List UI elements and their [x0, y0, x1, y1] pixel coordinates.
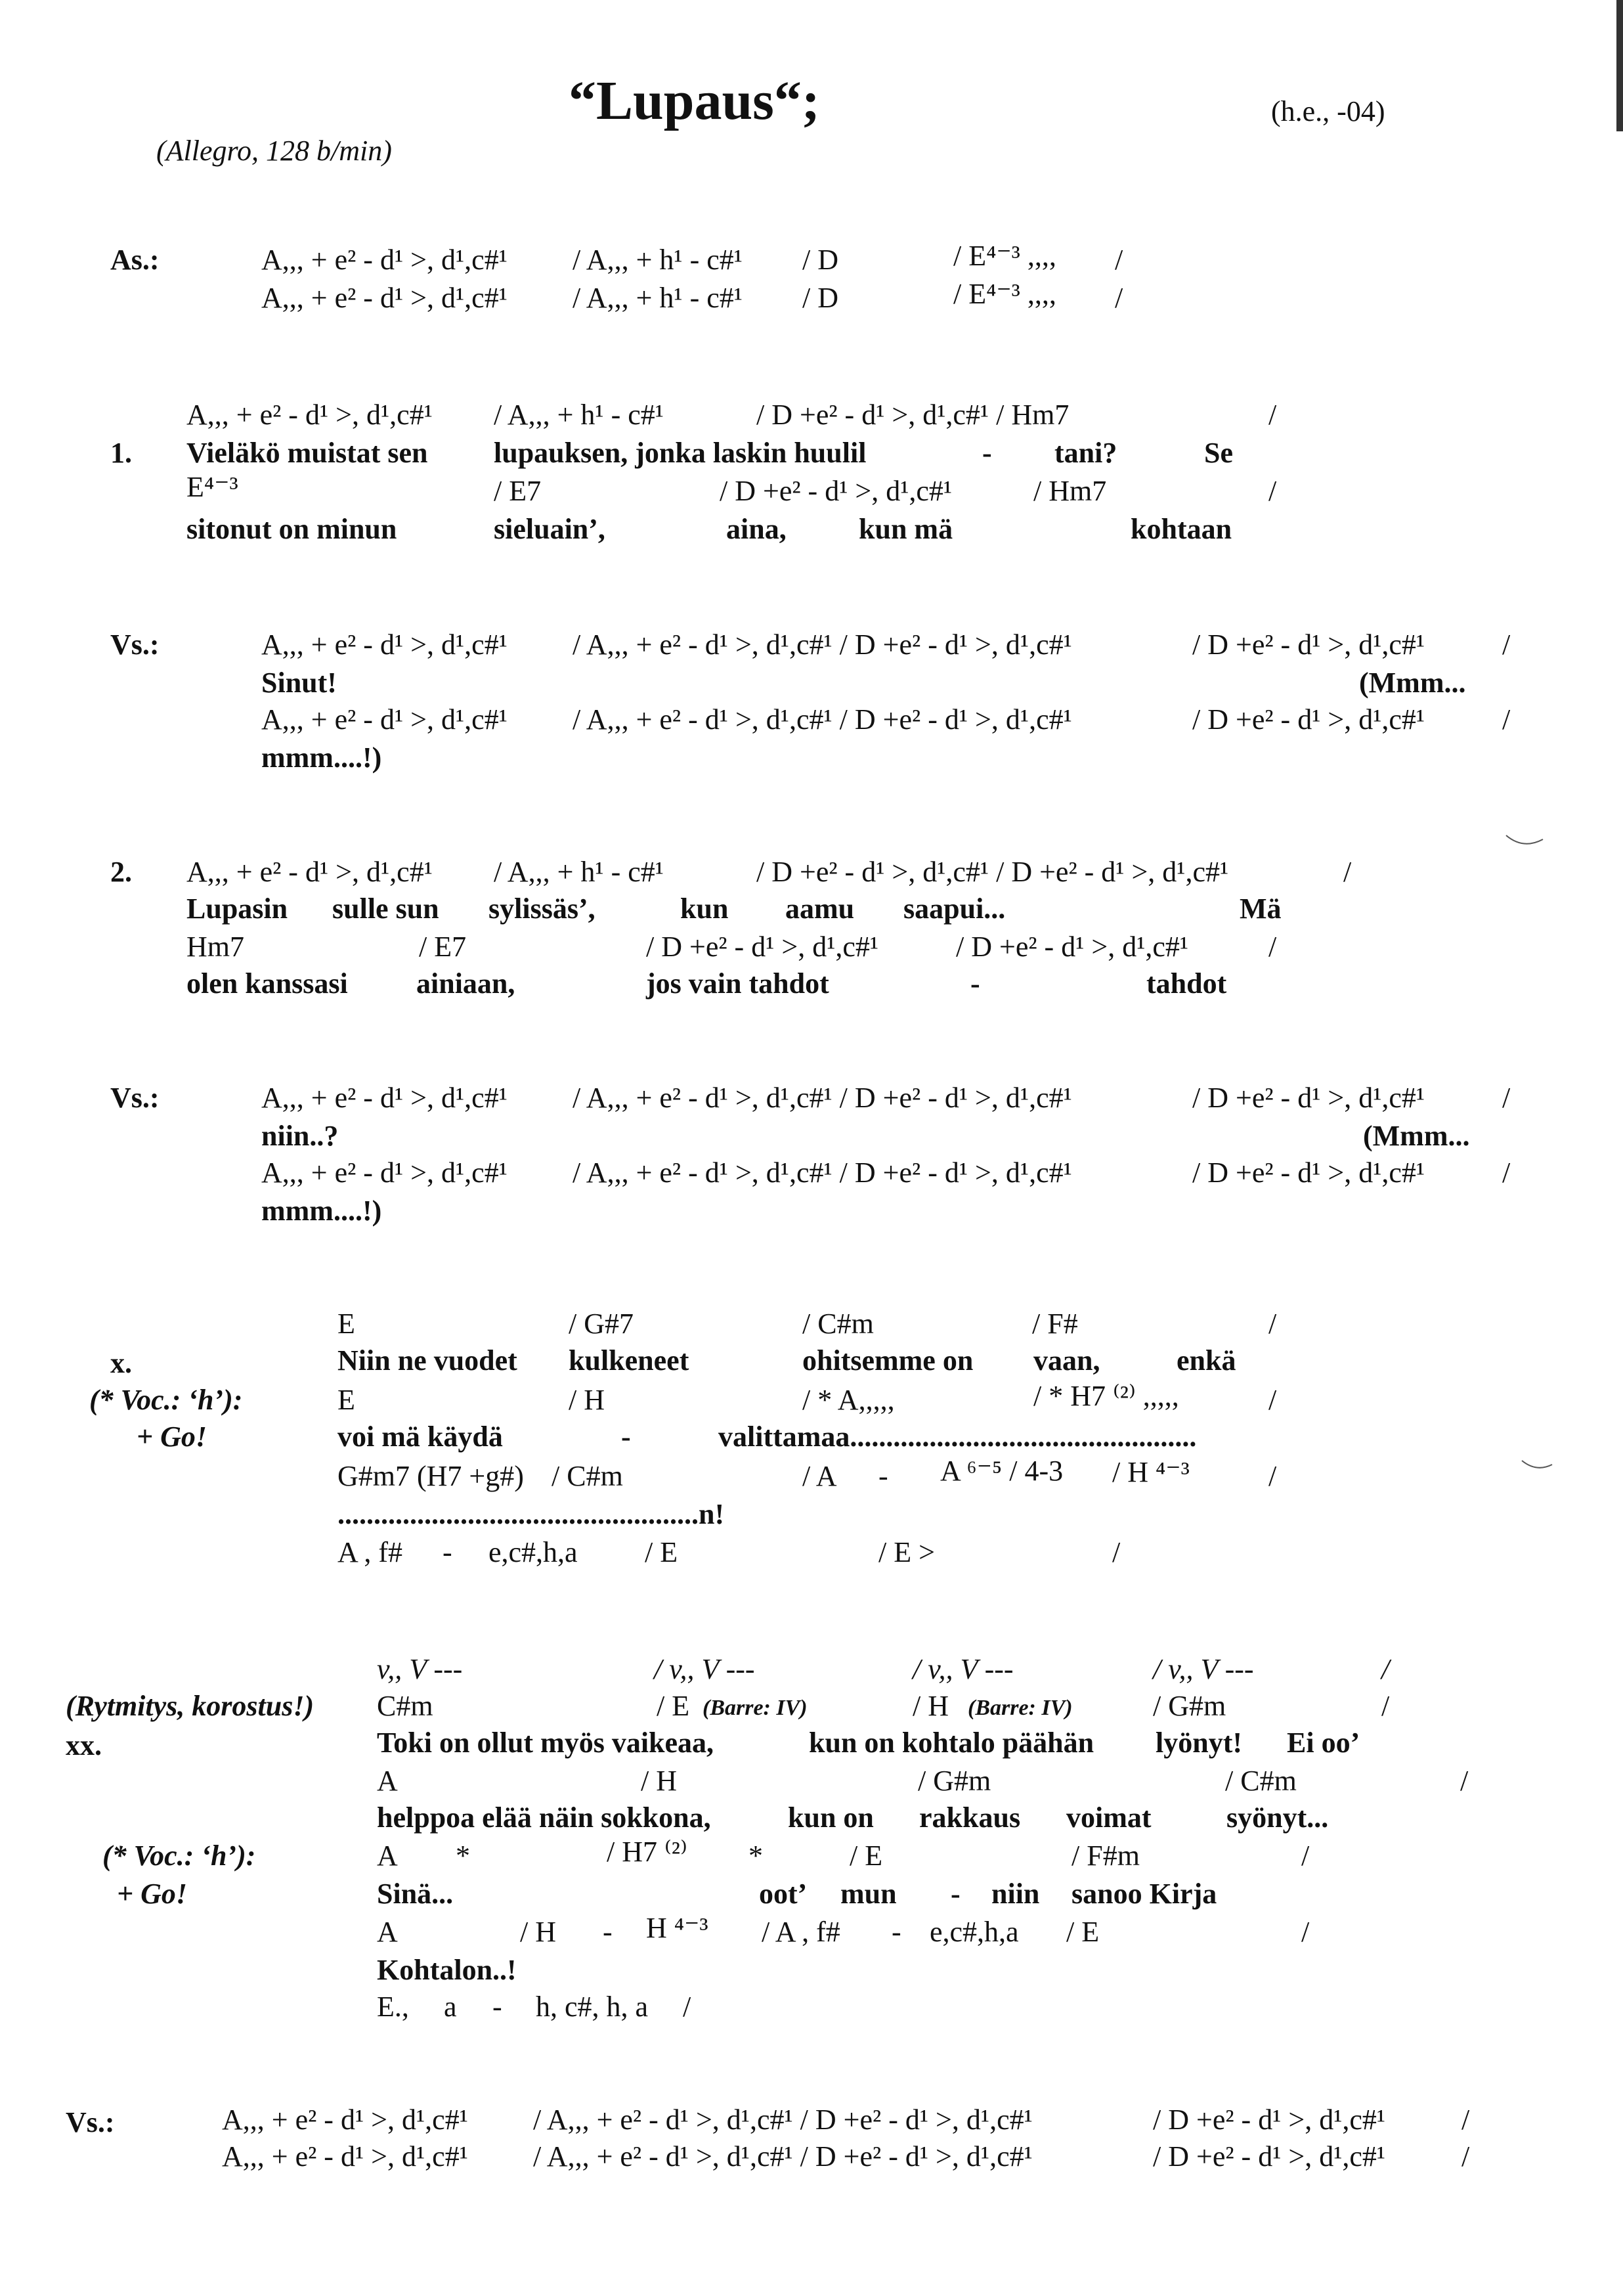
lyric: Kohtalon..!: [377, 1954, 517, 1986]
chord: / E: [645, 1536, 678, 1568]
lyric: Niin ne vuodet: [337, 1344, 517, 1377]
lyric: kun mä: [859, 513, 953, 545]
chord: / A,,, + e² - d¹ >, d¹,c#¹ / D +e² - d¹ >, d¹,c#¹: [533, 2140, 1033, 2173]
scan-edge: [1616, 0, 1623, 131]
chord: / E: [850, 1840, 883, 1872]
chord: / A,,, + h¹ - c#¹: [494, 399, 664, 431]
bar-line: /: [1381, 1690, 1390, 1722]
chord: / * A,,,,,: [802, 1384, 895, 1416]
lyric: sylissäs’,: [488, 893, 595, 925]
chord: / E⁴⁻³ ,,,,: [953, 278, 1056, 310]
lyric: (Mmm...: [1363, 1120, 1470, 1152]
tempo-marking: (Allegro, 128 b/min): [156, 135, 392, 167]
chord: / D +e² - d¹ >, d¹,c#¹: [720, 475, 953, 507]
chord: -: [492, 1991, 502, 2023]
rhythm: v,, V ---: [377, 1653, 463, 1685]
verse-number-1: 1.: [110, 437, 132, 469]
lyric: sulle sun: [332, 893, 439, 925]
rhythm: / v,, V ---: [1153, 1653, 1254, 1685]
bar-line: /: [1381, 1653, 1390, 1685]
chord: A,,, + e² - d¹ >, d¹,c#¹: [261, 282, 508, 314]
chord: / D: [802, 282, 838, 314]
chord: e,c#,h,a: [930, 1916, 1019, 1948]
chord: / D +e² - d¹ >, d¹,c#¹: [1192, 703, 1425, 736]
bar-line: /: [1460, 1765, 1469, 1797]
lyric: Mä: [1240, 893, 1282, 925]
chord: A: [377, 1765, 398, 1797]
chord: / G#m: [1153, 1690, 1226, 1722]
chord: G#m7 (H7 +g#): [337, 1460, 524, 1492]
chord: / D +e² - d¹ >, d¹,c#¹: [1153, 2104, 1386, 2136]
lyric: lyönyt!: [1156, 1727, 1242, 1759]
verse-number-2: 2.: [110, 856, 132, 888]
chord: / D +e² - d¹ >, d¹,c#¹: [1192, 1082, 1425, 1114]
lyric: Sinut!: [261, 667, 337, 699]
lyric: -: [951, 1878, 961, 1910]
bar-line: /: [1502, 1082, 1511, 1114]
bar-line: /: [1502, 703, 1511, 736]
bar-line: /: [1268, 1308, 1277, 1340]
chord: -: [878, 1460, 888, 1492]
author-note: (h.e., -04): [1271, 95, 1385, 127]
lyric: sanoo Kirja: [1071, 1878, 1217, 1910]
chord: / A , f#: [762, 1916, 840, 1948]
bar-line: /: [1301, 1840, 1310, 1872]
lyric: kun on kohtalo päähän: [809, 1727, 1094, 1759]
chord-mark: *: [748, 1840, 763, 1872]
section-label-refrain: Vs.:: [66, 2106, 115, 2138]
bar-line: /: [1502, 1157, 1511, 1189]
chord: A,,, + e² - d¹ >, d¹,c#¹: [261, 703, 508, 736]
lyric: mun: [840, 1878, 897, 1910]
lyric: oot’: [759, 1878, 808, 1910]
chord: A: [377, 1840, 398, 1872]
chord: / A,,, + h¹ - c#¹: [494, 856, 664, 888]
chord: / A,,, + e² - d¹ >, d¹,c#¹ / D +e² - d¹ >, d¹,c#¹: [573, 1082, 1072, 1114]
lyric: voimat: [1066, 1801, 1152, 1834]
lyric: mmm....!): [261, 741, 382, 774]
lyric: sitonut on minun: [186, 513, 397, 545]
lyric: -: [621, 1421, 631, 1453]
lyric: Ei oo’: [1287, 1727, 1360, 1759]
chord: / D: [802, 244, 838, 276]
chord: -: [603, 1916, 613, 1948]
chord: A,,, + e² - d¹ >, d¹,c#¹: [261, 244, 508, 276]
chord: / D +e² - d¹ >, d¹,c#¹: [1192, 629, 1425, 661]
chord: / D +e² - d¹ >, d¹,c#¹: [1192, 1157, 1425, 1189]
lyric: syönyt...: [1226, 1801, 1329, 1834]
bar-line: /: [683, 1991, 691, 2023]
chord: A,,, + e² - d¹ >, d¹,c#¹: [186, 856, 433, 888]
chord: / A,,, + e² - d¹ >, d¹,c#¹ / D +e² - d¹ >, d¹,c#¹: [533, 2104, 1033, 2136]
chord: A , f#: [337, 1536, 402, 1568]
lyric: helppoa elää näin sokkona,: [377, 1801, 711, 1834]
chord: / F#m: [1071, 1840, 1140, 1872]
lyric: voi mä käydä: [337, 1421, 503, 1453]
chord: / E7: [494, 475, 542, 507]
chord: / * H7 ⁽²⁾ ,,,,,: [1033, 1380, 1179, 1412]
chord: E⁴⁻³: [186, 471, 238, 503]
lyric: valittamaa................................................: [718, 1421, 1197, 1453]
chord: / A,,, + e² - d¹ >, d¹,c#¹ / D +e² - d¹ >, d¹,c#¹: [573, 703, 1072, 736]
lyric: aina,: [726, 513, 787, 545]
chord: / G#7: [569, 1308, 634, 1340]
chord: -: [443, 1536, 452, 1568]
go-note: + Go!: [117, 1878, 187, 1910]
bar-line: /: [1268, 475, 1277, 507]
chord: / E⁴⁻³ ,,,,: [953, 240, 1056, 272]
vocal-note: (* Voc.: ‘h’):: [102, 1840, 256, 1872]
bar-line: /: [1268, 399, 1277, 431]
rhythm-note: (Rytmitys, korostus!): [66, 1690, 314, 1722]
chord: A,,, + e² - d¹ >, d¹,c#¹: [186, 399, 433, 431]
lyric: kohtaan: [1131, 513, 1232, 545]
bar-line: /: [1461, 2104, 1470, 2136]
section-label-refrain: Vs.:: [110, 629, 160, 661]
chord: / A,,, + h¹ - c#¹: [573, 244, 743, 276]
lyric: sieluain’,: [494, 513, 605, 545]
bar-line: /: [1502, 629, 1511, 661]
chord: A,,, + e² - d¹ >, d¹,c#¹: [261, 629, 508, 661]
chord: / D +e² - d¹ >, d¹,c#¹: [1153, 2140, 1386, 2173]
chord: / F#: [1032, 1308, 1078, 1340]
section-label-intro: As.:: [110, 244, 160, 276]
bar-line: /: [1268, 931, 1277, 963]
chord: / H: [569, 1384, 605, 1416]
chord: / E: [1066, 1916, 1100, 1948]
chord: e,c#,h,a: [488, 1536, 578, 1568]
lyric: ainiaan,: [416, 967, 515, 1000]
section-label-bridge: x.: [110, 1347, 132, 1379]
lyric: -: [982, 437, 992, 469]
chord-note: (Barre: IV): [703, 1696, 808, 1720]
lyric: lupauksen, jonka laskin huulil: [494, 437, 867, 469]
chord: / C#m: [552, 1460, 623, 1492]
chord: / E >: [878, 1536, 935, 1568]
chord: / C#m: [802, 1308, 874, 1340]
lyric: tahdot: [1146, 967, 1227, 1000]
chord: / H: [913, 1690, 949, 1722]
chord: / D +e² - d¹ >, d¹,c#¹: [646, 931, 879, 963]
bar-line: /: [1115, 282, 1123, 314]
chord: / H: [520, 1916, 556, 1948]
bar-line: /: [1461, 2140, 1470, 2173]
chord-mark: *: [456, 1840, 470, 1872]
lyric: aamu: [785, 893, 855, 925]
vocal-note: (* Voc.: ‘h’):: [89, 1384, 243, 1416]
chord: / H: [641, 1765, 677, 1797]
bar-line: /: [1112, 1536, 1121, 1568]
go-note: + Go!: [137, 1421, 207, 1453]
chord: h, c#, h, a: [536, 1991, 649, 2023]
chord: / A,,, + e² - d¹ >, d¹,c#¹ / D +e² - d¹ >, d¹,c#¹: [573, 629, 1072, 661]
lyric: ..................................................n!: [337, 1498, 725, 1530]
chord: / D +e² - d¹ >, d¹,c#¹ / Hm7: [756, 399, 1070, 431]
section-label-refrain: Vs.:: [110, 1082, 160, 1114]
lyric: Sinä...: [377, 1878, 454, 1910]
lyric: Se: [1204, 437, 1233, 469]
lyric: -: [970, 967, 980, 1000]
chord: / A: [802, 1460, 837, 1492]
chord: / E: [657, 1690, 690, 1722]
lyric: niin: [991, 1878, 1040, 1910]
lyric: rakkaus: [919, 1801, 1021, 1834]
section-label-bridge: xx.: [66, 1729, 102, 1761]
bar-line: /: [1115, 244, 1123, 276]
lyric: mmm....!): [261, 1195, 382, 1227]
chord: A: [377, 1916, 398, 1948]
chord-note: (Barre: IV): [968, 1696, 1073, 1720]
chord: / H7 ⁽²⁾: [607, 1836, 687, 1868]
bar-line: /: [1343, 856, 1352, 888]
lyric: olen kanssasi: [186, 967, 348, 1000]
chord: / D +e² - d¹ >, d¹,c#¹ / D +e² - d¹ >, d¹,c#¹: [756, 856, 1229, 888]
chord: / G#m: [918, 1765, 991, 1797]
chord: a: [444, 1991, 457, 2023]
lyric: niin..?: [261, 1120, 339, 1152]
chord: / A,,, + e² - d¹ >, d¹,c#¹ / D +e² - d¹ >, d¹,c#¹: [573, 1157, 1072, 1189]
lyric: (Mmm...: [1359, 667, 1466, 699]
bar-line: /: [1268, 1384, 1277, 1416]
chord: / D +e² - d¹ >, d¹,c#¹: [956, 931, 1189, 963]
lyric: Lupasin: [186, 893, 288, 925]
chord: E: [337, 1308, 355, 1340]
chord: A,,, + e² - d¹ >, d¹,c#¹: [222, 2140, 468, 2173]
chord: A,,, + e² - d¹ >, d¹,c#¹: [261, 1157, 508, 1189]
lyric: Vieläkö muistat sen: [186, 437, 428, 469]
chord: A,,, + e² - d¹ >, d¹,c#¹: [261, 1082, 508, 1114]
lyric: Toki on ollut myös vaikeaa,: [377, 1727, 714, 1759]
lyric: kulkeneet: [569, 1344, 689, 1377]
lyric: kun on: [788, 1801, 874, 1834]
chord: / H ⁴⁻³: [1112, 1456, 1190, 1488]
bar-line: /: [1268, 1460, 1277, 1492]
lyric: vaan,: [1033, 1344, 1100, 1377]
lyric: ohitsemme on: [802, 1344, 974, 1377]
chord: -: [892, 1916, 901, 1948]
chord: / C#m: [1225, 1765, 1297, 1797]
chord: / A,,, + h¹ - c#¹: [573, 282, 743, 314]
chord: Hm7: [186, 931, 244, 963]
chord: H ⁴⁻³: [646, 1912, 708, 1944]
rhythm: / v,, V ---: [913, 1653, 1014, 1685]
lyric: tani?: [1054, 437, 1117, 469]
lyric: enkä: [1177, 1344, 1236, 1377]
chord: E.,: [377, 1991, 409, 2023]
page-title: “Lupaus“;: [569, 70, 820, 131]
punch-mark: [1521, 1458, 1553, 1475]
rhythm: / v,, V ---: [654, 1653, 755, 1685]
chord: A,,, + e² - d¹ >, d¹,c#¹: [222, 2104, 468, 2136]
lyric: jos vain tahdot: [646, 967, 829, 1000]
lyric: kun: [680, 893, 729, 925]
lyric: saapui...: [903, 893, 1006, 925]
punch-mark: [1505, 833, 1544, 852]
chord: C#m: [377, 1690, 433, 1722]
bar-line: /: [1301, 1916, 1310, 1948]
chord: / E7: [419, 931, 467, 963]
chord: / Hm7: [1033, 475, 1107, 507]
chord: A ⁶⁻⁵ / 4-3: [940, 1455, 1064, 1487]
chord: E: [337, 1384, 355, 1416]
